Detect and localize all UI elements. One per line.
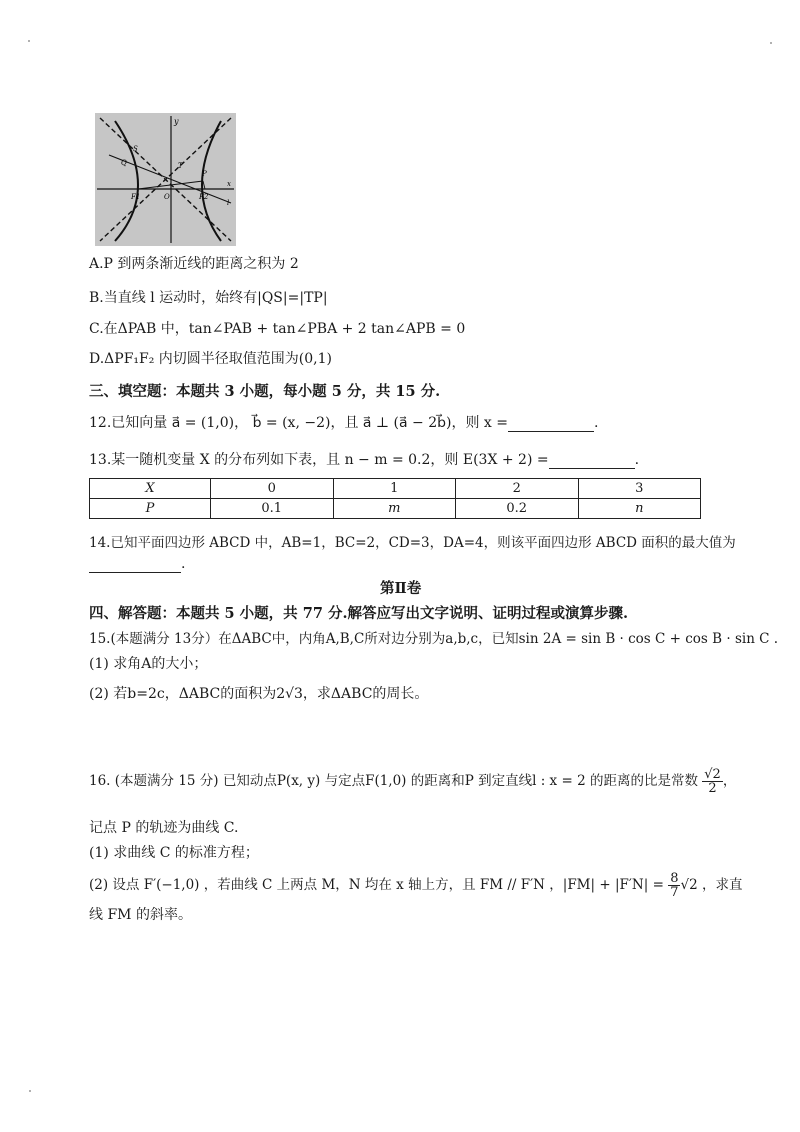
table-cell: 0.1 xyxy=(211,499,334,519)
table-row xyxy=(90,499,701,519)
q16-fraction-denominator: 2 xyxy=(708,781,717,796)
figure-label: x xyxy=(227,180,231,188)
figure-label: S xyxy=(133,145,138,153)
figure-label: F2 xyxy=(199,193,209,201)
figure-label: O xyxy=(164,193,170,201)
table-cell: 2 xyxy=(456,479,579,499)
question-12 xyxy=(89,412,598,432)
q16-fraction xyxy=(702,768,723,795)
figure-label: P xyxy=(202,170,207,178)
scan-speck xyxy=(28,40,30,42)
q16-fraction-numerator: √2 xyxy=(704,767,721,782)
question-13 xyxy=(89,449,639,469)
q16-part-1: (1) 求曲线 C 的标准方程； xyxy=(89,845,259,861)
table-row xyxy=(90,479,701,499)
q13-end: . xyxy=(634,452,640,468)
q16-stem-end: ， xyxy=(722,773,737,789)
table-cell: m xyxy=(333,499,456,519)
q16-part-2-end: √2 ，求直 xyxy=(680,877,743,893)
q13-answer-blank[interactable] xyxy=(549,452,635,469)
q11-option-c: C.在ΔPAB 中，tan∠PAB + tan∠PBA + 2 tan∠APB = 0 xyxy=(89,321,466,337)
q16-part-2-text: (2) 设点 F′(−1,0) ，若曲线 C 上两点 M，N 均在 x 轴上方，且 FM // F′N ，|FM| + |F′N| = xyxy=(89,877,664,893)
q14-end: . xyxy=(181,556,186,572)
hyperbola-figure xyxy=(95,113,236,246)
q15-part-1: (1) 求角A的大小； xyxy=(89,656,208,672)
distribution-table xyxy=(89,478,701,519)
question-16-stem xyxy=(89,768,736,795)
q12-answer-blank[interactable] xyxy=(508,415,594,432)
figure-label: y xyxy=(174,117,179,126)
table-cell: 0.2 xyxy=(456,499,579,519)
q11-option-b: B.当直线 l 运动时，始终有|QS|=|TP| xyxy=(89,290,328,306)
question-15-stem: 15.(本题满分 13分）在ΔABC中，内角A,B,C所对边分别为a,b,c，已知sin 2A = sin B · cos C + cos B · sin C . xyxy=(89,631,779,647)
q12-text: 12.已知向量 a⃗ = (1,0)， b⃗ = (x, −2)，且 a⃗ ⊥ (a⃗ − 2b⃗)，则 x = xyxy=(89,415,508,431)
hyperbola-diagram xyxy=(95,113,236,246)
table-cell: 0 xyxy=(211,479,334,499)
q12-end: . xyxy=(594,415,599,431)
part-2-title: 第Ⅱ卷 xyxy=(380,580,422,597)
question-14: 14.已知平面四边形 ABCD 中，AB=1，BC=2，CD=3，DA=4，则该平面四边形 ABCD 面积的最大值为 xyxy=(89,535,736,551)
q16-part-2-fraction xyxy=(668,872,680,899)
table-cell: n xyxy=(578,499,701,519)
q16-stem-text: 16. (本题满分 15 分) 已知动点P(x, y) 与定点F(1,0) 的距离和P 到定直线l : x = 2 的距离的比是常数 xyxy=(89,773,698,789)
table-cell: P xyxy=(90,499,211,519)
q11-option-d: D.ΔPF₁F₂ 内切圆半径取值范围为(0,1) xyxy=(89,351,332,367)
section-3-heading: 三、填空题：本题共 3 小题，每小题 5 分，共 15 分. xyxy=(89,383,441,400)
table-cell: 3 xyxy=(578,479,701,499)
q16-part-2-numerator: 8 xyxy=(670,871,679,886)
q16-part-2-denominator: 7 xyxy=(670,885,679,900)
figure-label: T xyxy=(178,162,183,170)
scan-speck xyxy=(29,1090,31,1092)
q14-answer-blank[interactable] xyxy=(89,556,181,573)
q16-line-2: 记点 P 的轨迹为曲线 C. xyxy=(89,820,239,836)
q16-part-2 xyxy=(89,872,742,899)
q11-option-a: A.P 到两条渐近线的距离之积为 2 xyxy=(89,256,299,272)
table-cell: X xyxy=(90,479,211,499)
q13-text: 13.某一随机变量 X 的分布列如下表，且 n − m = 0.2，则 E(3X + 2) = xyxy=(89,452,549,468)
figure-label: F1 xyxy=(131,193,141,201)
figure-label: Q xyxy=(121,159,127,167)
section-4-heading: 四、解答题：本题共 5 小题，共 77 分.解答应写出文字说明、证明过程或演算步骤. xyxy=(89,605,629,622)
table-cell: 1 xyxy=(333,479,456,499)
q14-answer-line xyxy=(89,556,185,573)
q16-last-line: 线 FM 的斜率。 xyxy=(89,907,192,923)
q15-part-2: (2) 若b=2c，ΔABC的面积为2√3，求ΔABC的周长。 xyxy=(89,686,429,702)
figure-label: l xyxy=(227,199,230,207)
scan-speck xyxy=(770,42,772,44)
